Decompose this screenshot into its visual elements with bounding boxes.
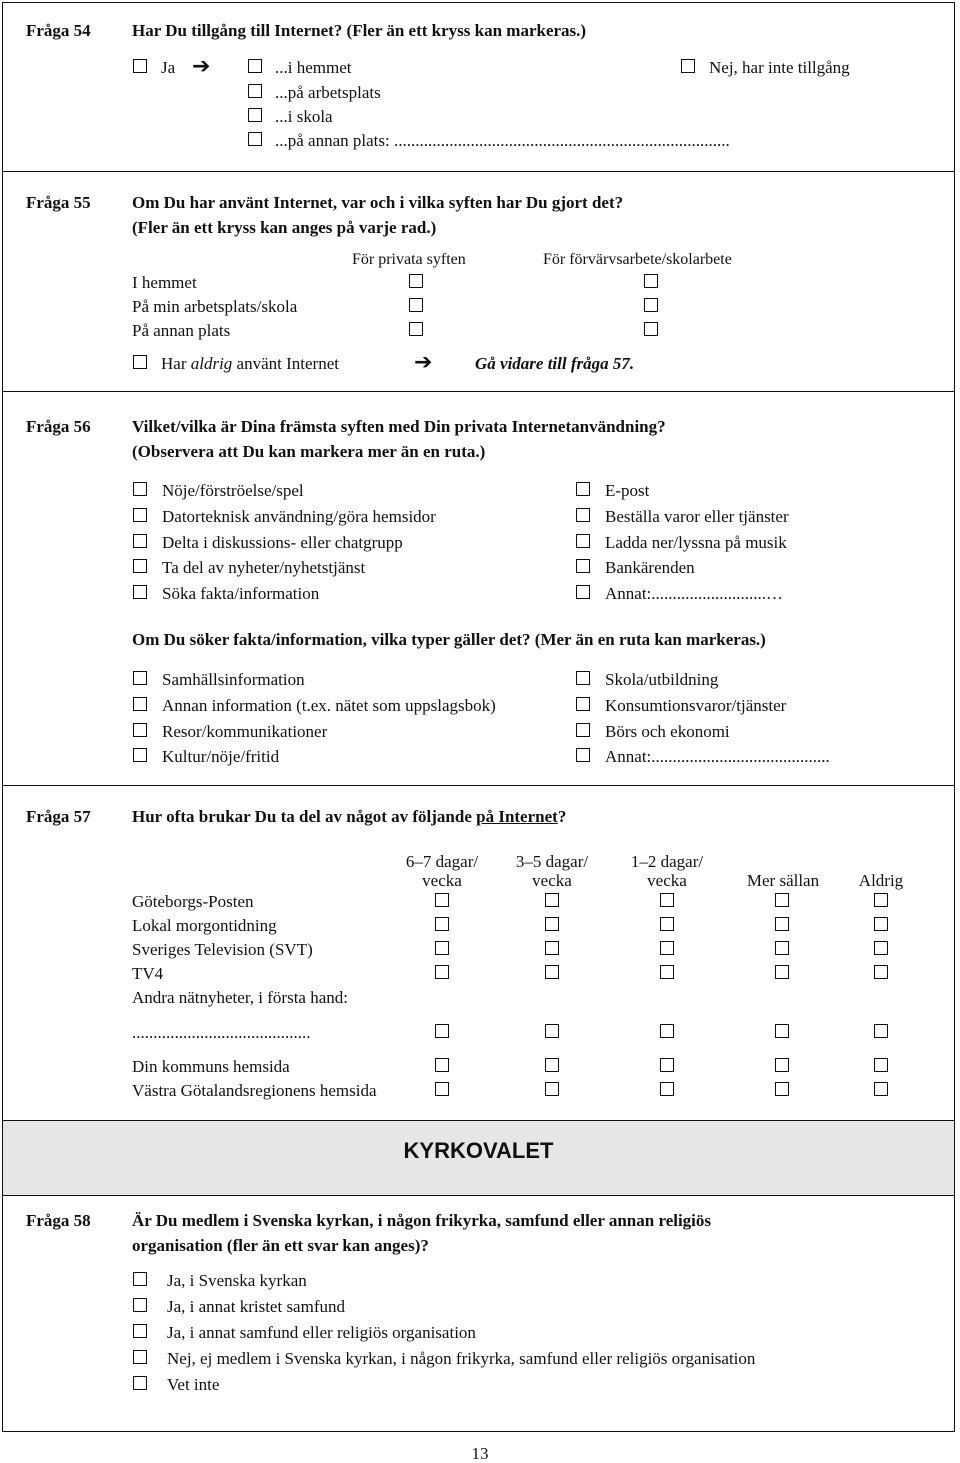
column-header: Aldrig [858,871,904,890]
checkbox[interactable] [133,1272,147,1286]
text: använt Internet [236,354,339,373]
checkbox[interactable] [545,917,559,931]
checkbox[interactable] [409,298,423,312]
question-text: Vilket/vilka är Dina främsta syften med Din privata Internetanvändning? [132,417,666,436]
row-label: På annan plats [132,321,231,340]
checkbox[interactable] [133,508,147,522]
checkbox[interactable] [874,941,888,955]
checkbox[interactable] [660,1058,674,1072]
checkbox[interactable] [133,748,147,762]
option-label: ...på annan plats: ............................................................................... [275,131,730,150]
checkbox[interactable] [133,1376,147,1390]
checkbox[interactable] [133,723,147,737]
option-label: ...i skola [275,107,333,126]
option-label: Datorteknisk användning/göra hemsidor [162,507,436,526]
text-underlined: på Internet [476,807,558,826]
column-header: vecka [422,871,462,890]
checkbox[interactable] [660,917,674,931]
option-label: Konsumtionsvaror/tjänster [605,696,787,715]
checkbox[interactable] [248,84,262,98]
option-label: Beställa varor eller tjänster [605,507,789,526]
checkbox[interactable] [874,1024,888,1038]
checkbox[interactable] [409,322,423,336]
sub-question-text: Om Du söker fakta/information, vilka typer gäller det? (Mer än en ruta kan markeras.) [132,630,766,649]
checkbox[interactable] [576,585,590,599]
checkbox[interactable] [435,1082,449,1096]
checkbox[interactable] [644,298,658,312]
checkbox[interactable] [576,482,590,496]
checkbox[interactable] [133,534,147,548]
option-label: Samhällsinformation [162,670,305,689]
checkbox[interactable] [133,697,147,711]
checkbox[interactable] [874,1058,888,1072]
checkbox[interactable] [660,965,674,979]
column-header: 3–5 dagar/ [515,852,589,871]
option-label: Ta del av nyheter/nyhetstjänst [162,558,366,577]
checkbox[interactable] [644,322,658,336]
checkbox[interactable] [435,965,449,979]
question-text: Har Du tillgång till Internet? (Fler än ett kryss kan markeras.) [132,21,587,40]
checkbox[interactable] [775,1024,789,1038]
question-text: organisation (fler än ett svar kan anges)? [132,1236,429,1255]
column-header: För förvärvsarbete/skolarbete [543,251,732,268]
row-label: Lokal morgontidning [132,916,277,935]
checkbox[interactable] [660,941,674,955]
checkbox[interactable] [775,1058,789,1072]
checkbox[interactable] [874,893,888,907]
checkbox[interactable] [545,965,559,979]
checkbox[interactable] [248,132,262,146]
checkbox[interactable] [133,559,147,573]
question-label: Fråga 54 [26,21,91,40]
option-label: Vet inte [167,1375,220,1394]
checkbox[interactable] [545,941,559,955]
option-label: Skola/utbildning [605,670,719,689]
divider [2,391,955,392]
checkbox[interactable] [435,917,449,931]
checkbox[interactable] [576,697,590,711]
checkbox[interactable] [576,508,590,522]
row-label: Göteborgs-Posten [132,892,254,911]
question-text: Om Du har använt Internet, var och i vilka syften har Du gjort det? [132,193,624,212]
checkbox[interactable] [775,1082,789,1096]
row-label: Din kommuns hemsida [132,1057,290,1076]
option-label: Annat:.......................................... [605,747,830,766]
option-label: Resor/kommunikationer [162,722,328,741]
checkbox[interactable] [775,941,789,955]
option-label: Bankärenden [605,558,695,577]
option-label [161,355,339,372]
checkbox[interactable] [576,559,590,573]
checkbox[interactable] [545,1024,559,1038]
checkbox[interactable] [545,893,559,907]
write-in-line[interactable]: .......................................... [132,1023,311,1042]
row-label: Sveriges Television (SVT) [132,940,313,959]
question-text: (Fler än ett kryss kan anges på varje rad.) [132,218,437,237]
option-label: Nöje/förströelse/spel [162,481,304,500]
text: ? [557,807,567,826]
checkbox[interactable] [545,1058,559,1072]
question-label: Fråga 55 [26,193,91,212]
column-header: vecka [647,871,687,890]
question-label: Fråga 58 [26,1211,91,1230]
option-label: Delta i diskussions- eller chatgrupp [162,533,403,552]
checkbox[interactable] [435,1024,449,1038]
text: Har [161,354,187,373]
skip-instruction: Gå vidare till fråga 57. [475,354,635,373]
checkbox[interactable] [133,585,147,599]
text-emphasis: aldrig [190,354,233,373]
row-label: I hemmet [132,273,197,292]
checkbox[interactable] [660,893,674,907]
checkbox[interactable] [248,59,262,73]
column-header: vecka [532,871,572,890]
question-label: Fråga 57 [26,807,91,826]
option-label: Ladda ner/lyssna på musik [605,533,787,552]
checkbox[interactable] [644,274,658,288]
checkbox[interactable] [660,1082,674,1096]
column-header: För privata syften [352,251,466,268]
option-label: Ja, i annat samfund eller religiös organisation [167,1323,476,1342]
checkbox[interactable] [576,723,590,737]
question-text: Är Du medlem i Svenska kyrkan, i någon frikyrka, samfund eller annan religiös [132,1211,712,1230]
option-label: Börs och ekonomi [605,722,730,741]
checkbox[interactable] [874,1082,888,1096]
option-label: Annat:...........................… [605,584,784,603]
question-label: Fråga 56 [26,417,91,436]
option-label: Kultur/nöje/fritid [162,747,280,766]
option-label: Annan information (t.ex. nätet som uppslagsbok) [162,696,496,715]
column-header: 1–2 dagar/ [630,852,704,871]
checkbox[interactable] [133,482,147,496]
checkbox[interactable] [133,59,147,73]
row-label: TV4 [132,964,164,983]
checkbox[interactable] [133,1324,147,1338]
question-text: (Observera att Du kan markera mer än en ruta.) [132,442,486,461]
checkbox[interactable] [133,355,147,369]
checkbox[interactable] [133,1350,147,1364]
checkbox[interactable] [133,671,147,685]
question-text [132,808,566,825]
section-title: KYRKOVALET [403,1138,554,1163]
option-label: Ja [161,58,176,77]
checkbox[interactable] [545,1082,559,1096]
option-label: Nej, har inte tillgång [709,58,850,77]
divider [2,171,955,172]
option-label: ...på arbetsplats [275,83,381,102]
checkbox[interactable] [775,893,789,907]
row-label: På min arbetsplats/skola [132,297,298,316]
option-label: Söka fakta/information [162,584,320,603]
option-label: ...i hemmet [275,58,352,77]
checkbox[interactable] [133,1298,147,1312]
checkbox[interactable] [576,534,590,548]
checkbox[interactable] [775,965,789,979]
option-label: Ja, i annat kristet samfund [167,1297,345,1316]
checkbox[interactable] [681,59,695,73]
divider [2,785,955,786]
option-label: Ja, i Svenska kyrkan [167,1271,307,1290]
checkbox[interactable] [435,941,449,955]
arrow-right-icon: ➔ [414,350,433,375]
checkbox[interactable] [576,671,590,685]
checkbox[interactable] [874,917,888,931]
checkbox[interactable] [775,917,789,931]
row-label: Andra nätnyheter, i första hand: [132,988,348,1007]
checkbox[interactable] [874,965,888,979]
option-label: E-post [605,481,650,500]
column-header: 6–7 dagar/ [405,852,479,871]
arrow-right-icon: ➔ [192,54,211,79]
column-header: Mer sällan [746,871,820,890]
checkbox[interactable] [660,1024,674,1038]
row-label: Västra Götalandsregionens hemsida [132,1081,377,1100]
option-label: Nej, ej medlem i Svenska kyrkan, i någon frikyrka, samfund eller religiös organisation [167,1349,756,1368]
checkbox[interactable] [435,893,449,907]
page-number: 13 [471,1444,489,1463]
checkbox[interactable] [248,108,262,122]
text: Hur ofta brukar Du ta del av något av följande [132,807,477,826]
checkbox[interactable] [409,274,423,288]
checkbox[interactable] [435,1058,449,1072]
checkbox[interactable] [576,748,590,762]
